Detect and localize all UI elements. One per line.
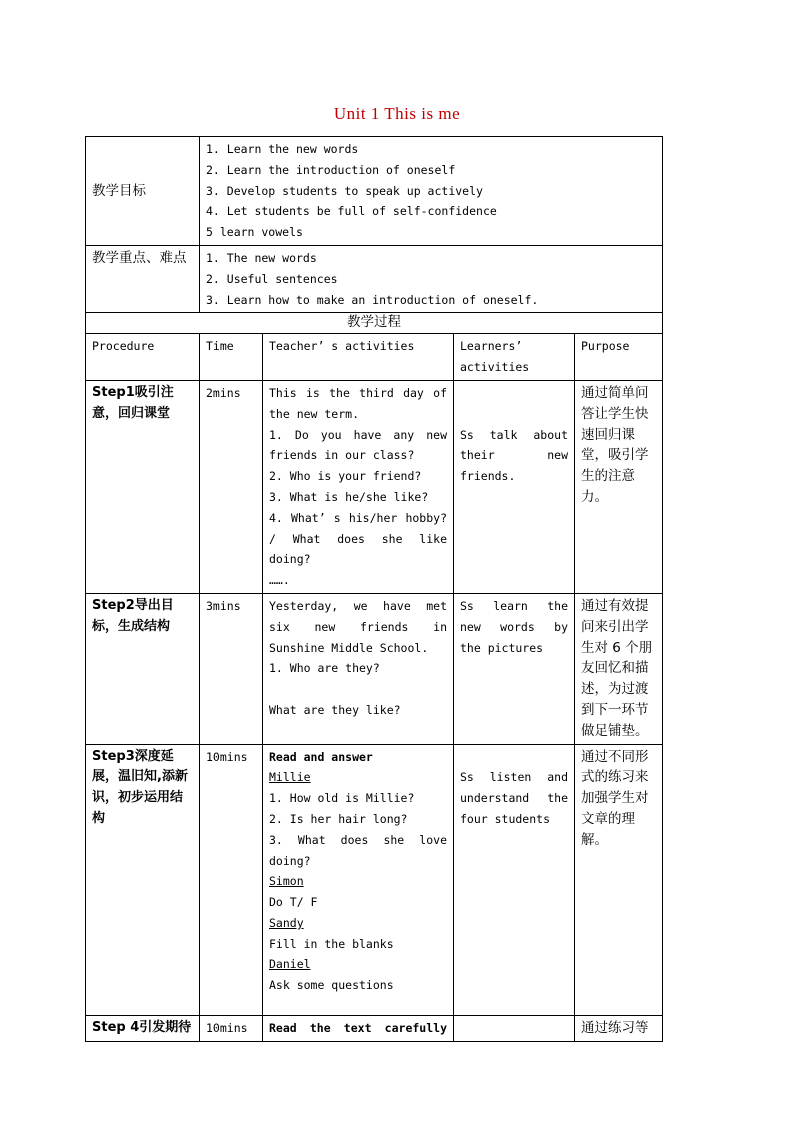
teacher-question: 2. Who is your friend? [269, 469, 422, 484]
step-time: 10mins [200, 1015, 263, 1041]
teacher-task: Fill in the blanks [269, 936, 394, 951]
goal-item: 2. Learn the introduction of oneself [206, 162, 456, 177]
step-teacher-activities [263, 1015, 454, 1041]
step-row [86, 1015, 663, 1041]
key-point-item: 2. Useful sentences [206, 271, 338, 286]
process-header-row [86, 313, 663, 334]
column-header-row [86, 334, 663, 381]
column-header-teacher: Teacher’ s activities [263, 334, 454, 381]
teacher-heading: Read and answer [269, 749, 373, 764]
teacher-task: Do T/ F [269, 895, 318, 910]
learners-text: Ss learn the new words by the pictures [460, 598, 568, 655]
step-purpose: 通过简单问答让学生快速回归课堂，吸引学生的注意力。 [575, 380, 663, 593]
teacher-intro: Yesterday, we have met six new friends in Sunshine Middle School. [269, 598, 447, 655]
step-teacher-activities [263, 593, 454, 744]
step-row [86, 744, 663, 1015]
student-name: Sandy [269, 915, 304, 930]
step-purpose: 通过有效提问来引出学生对 6 个朋友回忆和描述，为过渡到下一环节做足铺垫。 [575, 593, 663, 744]
step-time: 2mins [200, 380, 263, 593]
step-time: 10mins [200, 744, 263, 1015]
key-point-item: 1. The new words [206, 250, 317, 265]
goal-item: 1. Learn the new words [206, 142, 359, 156]
goals-row [86, 137, 663, 246]
step-procedure: Step1吸引注意，回归课堂 [86, 380, 200, 593]
column-header-procedure: Procedure [86, 334, 200, 381]
teacher-question: 4. What’ s his/her hobby? / What does she like doing? [269, 510, 447, 567]
teacher-question: 1. Do you have any new friends in our class? [269, 427, 447, 463]
goals-list [200, 137, 663, 246]
step-purpose: 通过不同形式的练习来加强学生对文章的理解。 [575, 744, 663, 1015]
key-points-row [86, 245, 663, 312]
step-teacher-activities [263, 380, 454, 593]
learners-text: Ss listen and understand the four students [460, 770, 568, 826]
goals-label: 教学目标 [86, 137, 200, 246]
column-header-purpose: Purpose [575, 334, 663, 381]
teacher-question: 2. Is her hair long? [269, 811, 408, 826]
goal-item: 4. Let students be full of self-confidence [206, 204, 497, 219]
step-time: 3mins [200, 593, 263, 744]
teacher-intro: This is the third day of the new term. [269, 385, 447, 421]
step-learners-activities [454, 1015, 575, 1041]
column-header-time: Time [200, 334, 263, 381]
teacher-question: 1. Who are they? [269, 661, 380, 676]
teacher-etc: ……. [269, 573, 290, 588]
learners-text: Ss talk about their new friends. [460, 427, 568, 484]
step-procedure: Step 4引发期待 [86, 1015, 200, 1041]
student-name: Simon [269, 874, 304, 889]
goal-item: 5 learn vowels [206, 225, 303, 240]
key-point-item: 3. Learn how to make an introduction of oneself. [206, 292, 539, 307]
teacher-question: 3. What is he/she like? [269, 489, 429, 504]
student-name: Millie [269, 770, 311, 785]
step-procedure: Step3深度延展，温旧知,添新识，初步运用结构 [86, 744, 200, 1015]
step-procedure: Step2导出目标，生成结构 [86, 593, 200, 744]
step-learners-activities [454, 593, 575, 744]
teacher-question: 3. What does she love doing? [269, 832, 447, 868]
step-row [86, 593, 663, 744]
page-title: Unit 1 This is me [333, 104, 461, 123]
teacher-task: Ask some questions [269, 978, 394, 993]
key-points-label: 教学重点、难点 [86, 245, 200, 312]
teacher-heading: Read the text carefully [269, 1020, 447, 1035]
teacher-question: What are they like? [269, 702, 401, 717]
step-learners-activities [454, 380, 575, 593]
step-row [86, 380, 663, 593]
step-teacher-activities [263, 744, 454, 1015]
column-header-learners: Learners’ activities [454, 334, 575, 381]
lesson-plan-table [85, 136, 663, 1042]
key-points-list [200, 245, 663, 312]
process-header: 教学过程 [86, 313, 663, 334]
goal-item: 3. Develop students to speak up actively [206, 183, 483, 198]
step-purpose: 通过练习等 [575, 1015, 663, 1041]
teacher-question: 1. How old is Millie? [269, 791, 415, 806]
step-learners-activities [454, 744, 575, 1015]
student-name: Daniel [269, 957, 311, 972]
